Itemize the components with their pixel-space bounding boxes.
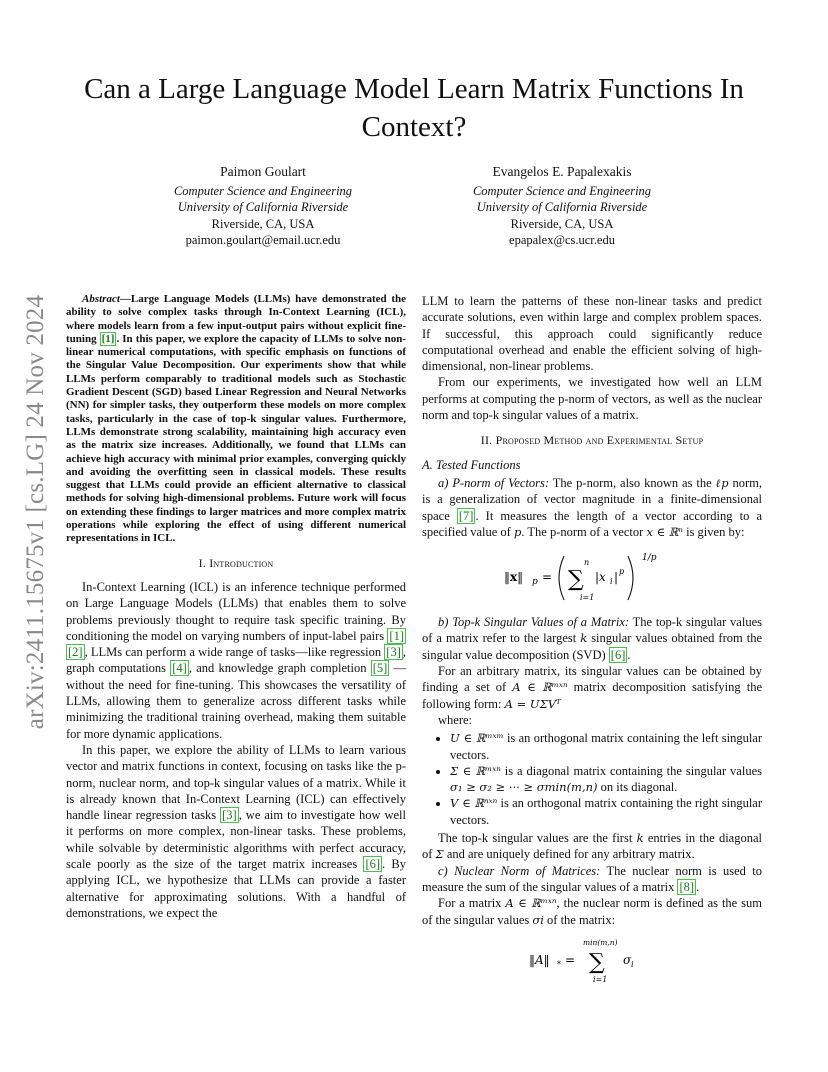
abstract-label: Abstract <box>82 293 120 305</box>
svd-paragraph: For an arbitrary matrix, its singular values can be obtained by finding a set of A ∈ ℝᵐˣⁿ matrix decomposition satisfying the following form: A = UΣVᵀ <box>422 664 762 711</box>
where-label: where: <box>438 712 473 727</box>
author-name: Paimon Goulart <box>220 164 306 179</box>
svg-text:=: = <box>565 952 576 967</box>
author-location: Riverside, CA, USA <box>510 216 614 231</box>
pnorm-equation <box>422 548 762 606</box>
svg-text:p: p <box>619 567 625 577</box>
svg-text:i=1: i=1 <box>593 974 608 984</box>
citation-link[interactable]: [8] <box>679 879 695 894</box>
abstract <box>66 293 406 546</box>
list-item: • Σ ∈ ℝᵐˣⁿ is a diagonal matrix containing the singular values σ₁ ≥ σ₂ ≥ ··· ≥ σmin(m,n) on its diagonal. <box>450 763 762 796</box>
author-university: University of California Riverside <box>177 200 349 214</box>
citation-link[interactable]: [6] <box>365 856 381 871</box>
pnorm-formula-graphic <box>502 548 682 606</box>
svg-text:i=1: i=1 <box>580 593 595 603</box>
citation-link[interactable]: [1] <box>101 332 115 345</box>
arxiv-side-stamp <box>16 282 56 742</box>
svd-bullet-list <box>422 730 762 828</box>
author-email: paimon.goulart@email.ucr.edu <box>185 233 341 247</box>
list-item: • V ∈ ℝⁿˣⁿ is an orthogonal matrix containing the right singular vectors. <box>450 795 762 828</box>
topk-definition: The top-k singular values are the first k entries in the diagonal of Σ and are uniquely defined for any arbitrary matrix. <box>422 831 762 862</box>
svg-text:|x: |x <box>595 570 606 585</box>
citation-link[interactable]: [4] <box>172 661 187 676</box>
topk-paragraph: b) Top-k Singular Values of a Matrix: The top-k singular values of a matrix refer to the largest k singular values obtained from the singular value decomposition (SVD) [6] . <box>422 615 762 662</box>
intro-paragraph-2: In this paper, we explore the ability of LLMs to learn various vector and matrix functions in context, focusing on tasks like the p-norm, nuclear norm, and top-k singular values of a matrix. While it is already known that In-Context Learning (ICL) can effectively handle linear regression tasks [3] , we aim to investigate how well it performs on more complex, non-linear tasks. These problems, while solvable by deterministic algorithms with perfect accuracy, scale poorly as the size of the target matrix increases [6] . By applying ICL, we hypothesize that LLMs can provide a faster alternative for approximating solutions. With a handful of demonstrations, we expect the <box>66 742 406 920</box>
list-item: • U ∈ ℝᵐˣᵐ is an orthogonal matrix containing the left singular vectors. <box>450 730 762 763</box>
svg-text:σ: σ <box>623 952 632 967</box>
author-name: Evangelos E. Papalexakis <box>492 164 632 179</box>
svg-text:i: i <box>631 959 634 969</box>
citation-link[interactable]: [3] <box>222 808 237 823</box>
section-heading-introduction: I. Introduction <box>198 555 274 570</box>
nuclear-norm-definition: For a matrix A ∈ ℝᵐˣⁿ, the nuclear norm is defined as the sum of the singular values σi of the matrix: <box>422 896 763 927</box>
intro-paragraph-4: From our experiments, we investigated how well an LLM performs at computing the p-norm of vectors, as well as the nuclear norm and top-k singular values of a matrix. <box>422 375 762 423</box>
citation-link[interactable]: [1] <box>389 628 404 643</box>
abstract-text: —Large Language Models (LLMs) have demonstrated the ability to solve complex tasks through In-Context Learning (ICL), where models learn from a few input-output pairs without explicit fine-tuning <box>66 293 406 345</box>
author-department: Computer Science and Engineering <box>472 183 652 198</box>
nuclear-norm-formula-graphic <box>527 936 657 984</box>
author-department: Computer Science and Engineering <box>173 183 353 198</box>
svg-text:n: n <box>584 558 590 568</box>
citation-link[interactable]: [2] <box>68 645 83 660</box>
nuclear-norm-equation <box>422 936 762 984</box>
intro-paragraph-1: In-Context Learning (ICL) is an inference technique performed on Large Language Models (LLMs) that enables them to solve problems previously thought to require task specific training. By conditioning the model on varying numbers of input-label pairs [1] [2] , LLMs can perform a wide range of tasks—like regression [3] , graph computations [4] , and knowledge graph completion [5] —without the need for fine-tuning. This showcases the versatility of LLMs, allowing them to generalize across different tasks while minimizing the traditional training overhead, making them suitable for more dynamic applications. <box>66 579 406 741</box>
nuclear-norm-paragraph: c) Nuclear Norm of Matrices: The nuclear norm is used to measure the sum of the singular values of a matrix [8] . <box>422 863 762 894</box>
svg-text:*: * <box>557 959 561 969</box>
section-heading-method: II. Proposed Method and Experimental Setup <box>480 433 704 448</box>
svg-text:∑: ∑ <box>568 567 584 593</box>
paper-title: Can a Large Language Model Learn Matrix Functions In Context? <box>84 73 744 143</box>
author-location: Riverside, CA, USA <box>211 216 315 231</box>
svg-text:∑: ∑ <box>589 949 605 975</box>
svg-text:i: i <box>610 577 613 587</box>
author-block-1 <box>138 164 388 249</box>
svg-text:=: = <box>542 570 553 585</box>
svg-text:1/p: 1/p <box>642 553 657 564</box>
subsection-heading: A. Tested Functions <box>422 457 521 472</box>
svg-text:min(m,n): min(m,n) <box>583 937 618 947</box>
abstract-text: . In this paper, we explore the capacity of LLMs to solve non-linear numerical computations, with specific emphasis on functions of the Singular Value Decomposition. Our experiments show that while LLMs perform comparably to traditional models such as Stochastic Gradient Descent (SGD) based Linear Regression and Neural Networks (NN) for simpler tasks, they outperform these models on more complex tasks, particularly in the case of top-k singular values. Furthermore, LLMs demonstrate strong scalability, maintaining high accuracy even as the matrix size increases. Additionally, we found that LLMs can achieve high accuracy with minimal prior examples, converging quickly and avoiding the overfitting seen in classical models. These results suggest that LLMs could provide an efficient alternative to classical methods for solving high-dimensional problems. Future work will focus on extending these findings to larger matrices and more complex matrix operations while exploring the effect of using different numerical representations in ICL. <box>66 332 407 545</box>
svg-text:p: p <box>532 577 538 588</box>
citation-link[interactable]: [7] <box>458 508 474 523</box>
intro-paragraph-3: LLM to learn the patterns of these non-linear tasks and predict accurate solutions, even within large and complex problem spaces. If successful, this approach could significantly reduce computational overhead and enable the efficient solving of high-dimensional, non-linear problems. <box>422 294 762 374</box>
citation-link[interactable]: [3] <box>386 645 401 660</box>
svg-text:‖A‖: ‖A‖ <box>529 952 550 967</box>
arxiv-identifier: arXiv:2411.15675v1 [cs.LG] 24 Nov 2024 <box>22 294 49 730</box>
svg-text:|: | <box>614 570 619 585</box>
pnorm-paragraph: a) P-norm of Vectors: The p-norm, also known as the ℓp norm, is a generalization of vector magnitude in a finite-dimensional space [7] . It measures the length of a vector according to a specified value of p. The p-norm of a vector x ∈ ℝⁿ is given by: <box>422 475 763 539</box>
author-university: University of California Riverside <box>476 200 648 214</box>
citation-link[interactable]: [6] <box>610 647 626 662</box>
author-email: epapalex@cs.ucr.edu <box>509 233 615 247</box>
left-column <box>66 293 406 921</box>
svg-text:‖x‖: ‖x‖ <box>504 570 524 585</box>
author-block-2 <box>437 164 687 249</box>
citation-link[interactable]: [5] <box>372 661 388 676</box>
right-column <box>422 293 762 992</box>
